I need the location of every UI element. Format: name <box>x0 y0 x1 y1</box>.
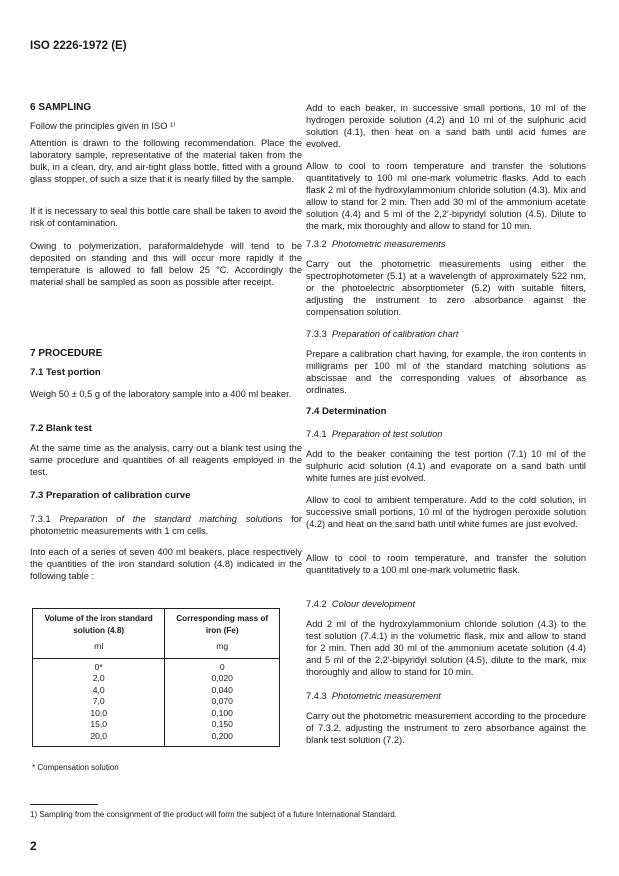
section-title: Photometric measurement <box>331 691 441 701</box>
right-para-1: Add to each beaker, in successive small portions, 10 ml of the hydrogen peroxide solution (4.2) and 10 ml of the sulphuric acid solution (4.1), then heat on a sand bath until acid fumes are evolved. <box>306 103 586 149</box>
table-cell: 10,0 <box>90 707 108 718</box>
section-number: 7.4.2 <box>306 599 327 609</box>
table-cell: 0,070 <box>165 696 279 708</box>
section-number: 7.3.1 <box>30 514 51 524</box>
table-cell: 2,0 <box>92 673 105 683</box>
section-7-4-1-para-2: Allow to cool to ambient temperature. Add to the cold solution, in successive small portions, 10 ml of the hydrogen peroxide solution (4.2) and heat on the sand bath until white fumes are just evolved. <box>306 495 586 529</box>
section-7-4-3-para: Carry out the photometric measurement according to the procedure of 7.3.2, adjusting the instrument to zero absorbance against the blank test solution (7.2). <box>306 711 586 745</box>
section-number: 7.4.1 <box>306 429 327 439</box>
table-cell: 0* <box>94 661 103 672</box>
table-cell: 20,0 <box>90 730 108 741</box>
page-number: 2 <box>30 839 37 853</box>
section-7-4-1-heading <box>306 428 586 440</box>
section-6-heading: 6 SAMPLING <box>30 102 92 113</box>
table-row <box>33 731 279 747</box>
section-number: 7.4.3 <box>306 691 327 701</box>
section-title: Preparation of calibration chart <box>331 329 459 339</box>
section-6-para-2: Attention is drawn to the following recommendation. Place the laboratory sample, representative of the material taken from the bulk, in a clean, dry, and air-tight glass bottle, fitted with a ground glass stopper, of such a size that it is nearly filled by the sample. <box>30 138 302 184</box>
section-7-4-1-para-1: Add to the beaker containing the test portion (7.1) 10 ml of the sulphuric acid solution (4.1) and evaporate on a sand bath until white fumes are just evolved. <box>306 449 586 483</box>
calibration-table <box>32 608 280 747</box>
table-cell: 0 <box>165 658 279 673</box>
section-7-3-3-heading <box>306 328 586 340</box>
section-7-3-heading: 7.3 Preparation of calibration curve <box>30 490 191 501</box>
table-row <box>33 685 279 697</box>
table-header: Corresponding mass of iron (Fe) <box>165 609 279 638</box>
table-unit: ml <box>33 638 165 658</box>
section-7-3-2-para: Carry out the photometric measurements using either the spectrophotometer (5.1) at a wavelength of approximately 522 nm, or the photoelectric absorptiometer (5.2) with suitable filters, adjusting the instrument to zero absorbance against the compensation solution. <box>306 259 586 317</box>
section-6-para-4: Owing to polymerization, paraformaldehyde will tend to be deposited on standing and this will occur more rapidly if the temperature is allowed to fall below 25 °C. Accordingly the material shall be sampled as soon as possible after receipt. <box>30 241 302 287</box>
section-6-para-1: Follow the principles given in ISO ¹⁾ <box>30 121 176 131</box>
section-6-para-3: If it is necessary to seal this bottle care shall be taken to avoid the risk of contamination. <box>30 206 302 228</box>
table-unit: mg <box>165 638 279 658</box>
section-7-3-2-heading <box>306 238 586 250</box>
table-cell: 0,040 <box>165 685 279 697</box>
section-number: 7.3.2 <box>306 239 327 249</box>
section-7-heading: 7 PROCEDURE <box>30 348 103 359</box>
section-7-4-1-para-3: Allow to cool to room temperature, and transfer the solution quantitatively to a 100 ml one-mark volumetric flask. <box>306 553 586 575</box>
table-row <box>33 658 279 673</box>
section-7-1-heading: 7.1 Test portion <box>30 367 101 378</box>
section-7-2-heading: 7.2 Blank test <box>30 423 92 434</box>
section-text: for photometric measurements with 1 cm cells. <box>30 514 302 536</box>
section-title: Preparation of the standard matching solutions <box>59 514 283 524</box>
section-7-3-3-para: Prepare a calibration chart having, for example, the iron contents in milligrams per 100 ml of the standard matching solutions as abscissae and the corresponding values of absorbance as ordinates. <box>306 349 586 395</box>
table-header: Volume of the iron standard solution (4.8) <box>44 614 153 635</box>
section-7-4-heading: 7.4 Determination <box>306 406 387 417</box>
table-cell: 0,020 <box>165 673 279 685</box>
section-7-4-2-para: Add 2 ml of the hydroxylammonium chloride solution (4.3) to the test solution (7.4.1) in the volumetric flask, mix and allow to stand for 2 min. Then add 30 ml of the ammonium acetate solution (4.4) and 5 ml of the 2,2′-bipyridyl solution (4.5), dilute to the mark, mix thoroughly and allow to stand for 10 min. <box>306 619 586 677</box>
table-footnote: * Compensation solution <box>32 763 119 772</box>
section-7-4-2-heading <box>306 598 586 610</box>
section-7-3-1-para-2: Into each of a series of seven 400 ml beakers, place respectively the quantities of the iron standard solution (4.8) indicated in the following table : <box>30 547 302 581</box>
section-7-3-1-para <box>30 513 302 537</box>
footnote-divider <box>30 804 98 805</box>
table-cell: 0,100 <box>165 708 279 720</box>
table-row <box>33 696 279 708</box>
table-row <box>33 719 279 731</box>
section-title: Photometric measurements <box>331 239 446 249</box>
table-row <box>33 673 279 685</box>
table-row <box>33 708 279 720</box>
page-footnote: 1) Sampling from the consignment of the product will form the subject of a future International Standard. <box>30 810 397 819</box>
section-title: Preparation of test solution <box>331 429 443 439</box>
section-title: Colour development <box>331 599 416 609</box>
right-para-2: Allow to cool to room temperature and transfer the solutions quantitatively to 100 ml one-mark volumetric flasks. Add to each flask 2 ml of the hydroxylammonium chloride solution (4.3). Mix and allow to stand for 2 min. Then add 30 ml of the ammonium acetate solution (4.4) and 5 ml of the 2,2′-bipyridyl solution (4.5). Dilute to the mark, mix thoroughly and allow to stand for 10 min. <box>306 161 586 231</box>
section-7-2-para: At the same time as the analysis, carry out a blank test using the same procedure and quantities of all reagents employed in the test. <box>30 443 302 477</box>
table-cell: 0,150 <box>165 719 279 731</box>
table-cell: 15,0 <box>90 719 108 729</box>
section-number: 7.3.3 <box>306 329 327 339</box>
section-7-1-para: Weigh 50 ± 0,5 g of the laboratory sample into a 400 ml beaker. <box>30 389 292 399</box>
table-cell: 0,200 <box>165 731 279 747</box>
table-cell: 4,0 <box>92 684 105 695</box>
document-title: ISO 2226-1972 (E) <box>30 40 127 52</box>
table-cell: 7,0 <box>92 696 105 706</box>
section-7-4-3-heading <box>306 690 586 702</box>
